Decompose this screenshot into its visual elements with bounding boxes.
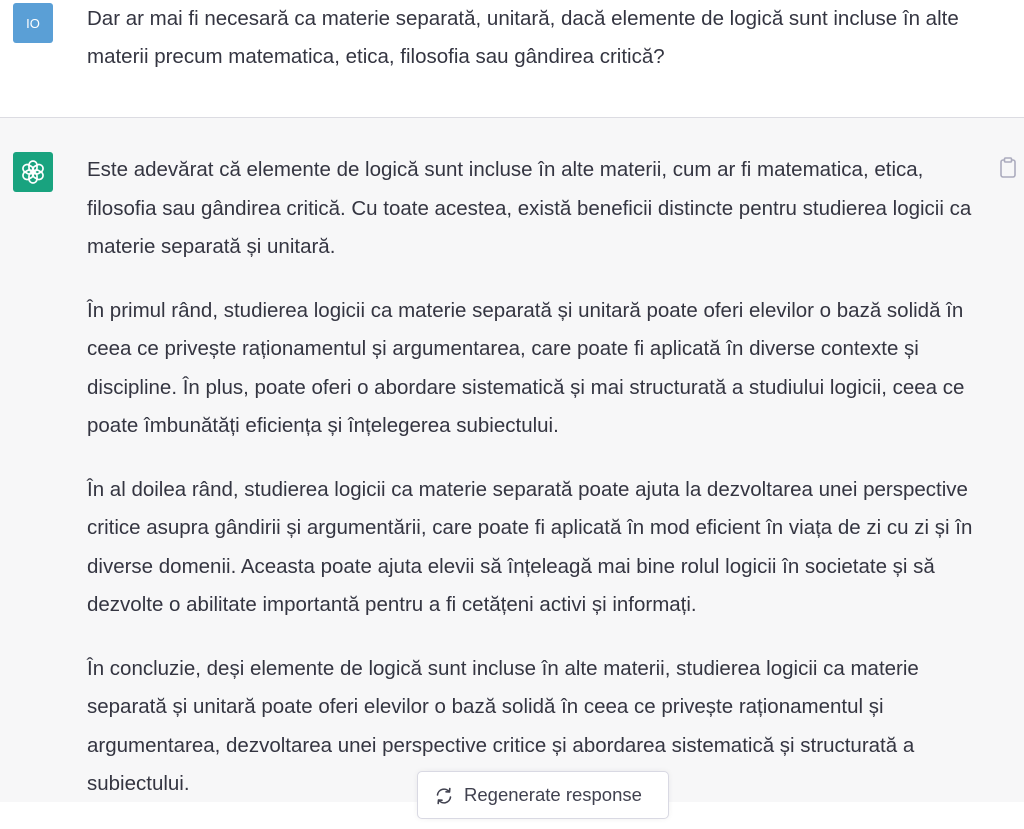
user-avatar	[13, 3, 53, 43]
assistant-response	[87, 151, 982, 829]
openai-logo-icon	[13, 152, 53, 192]
user-avatar-initials: IO	[26, 15, 40, 31]
user-message	[0, 0, 1024, 118]
user-message-text: Dar ar mai fi necesară ca materie separată, unitară, dacă elemente de logică sunt incluse în alte materii precum matematica, etica, filosofia sau gândirea critică?	[87, 7, 959, 68]
response-paragraph: Este adevărat că elemente de logică sunt incluse în alte materii, cum ar fi matematica, etica, filosofia sau gândirea critică. Cu toate acestea, există beneficii distincte pentru studierea logicii ca materie separată și unitară.	[87, 158, 972, 258]
response-paragraph: În al doilea rând, studierea logicii ca materie separată poate ajuta la dezvoltarea unei perspective critice asupra gândirii și argumentării, care poate fi aplicată în mod eficient în viața de zi cu zi și în diverse domenii. Aceasta poate ajuta elevii să înțeleagă mai bine rolul logicii în societate și să dezvolte o abilitate importantă pentru a fi cetățeni activi și informați.	[87, 477, 973, 616]
response-paragraph: În primul rând, studierea logicii ca materie separată și unitară poate oferi elevilor o bază solidă în ceea ce privește raționamentul și argumentarea, care poate fi aplicată în diverse contexte și discipline. În plus, poate oferi o abordare sistematică și mai structurată a studiului logicii, ceea ce poate îmbunătăți eficiența și înțelegerea subiectului.	[87, 298, 965, 437]
regenerate-response-button[interactable]	[417, 771, 669, 819]
refresh-icon	[434, 786, 454, 806]
regenerate-response-label: Regenerate response	[464, 784, 642, 805]
response-paragraph: În concluzie, deși elemente de logică sunt incluse în alte materii, studierea logicii ca materie separată și unitară poate oferi elevilor o bază solidă în ceea ce privește raționamentul și argumentarea, dezvoltarea unei perspective critice și abordarea sistematică și structurată a subiectului.	[87, 656, 919, 795]
copy-button[interactable]	[997, 156, 1019, 180]
assistant-message	[0, 118, 1024, 802]
clipboard-icon	[999, 157, 1017, 179]
